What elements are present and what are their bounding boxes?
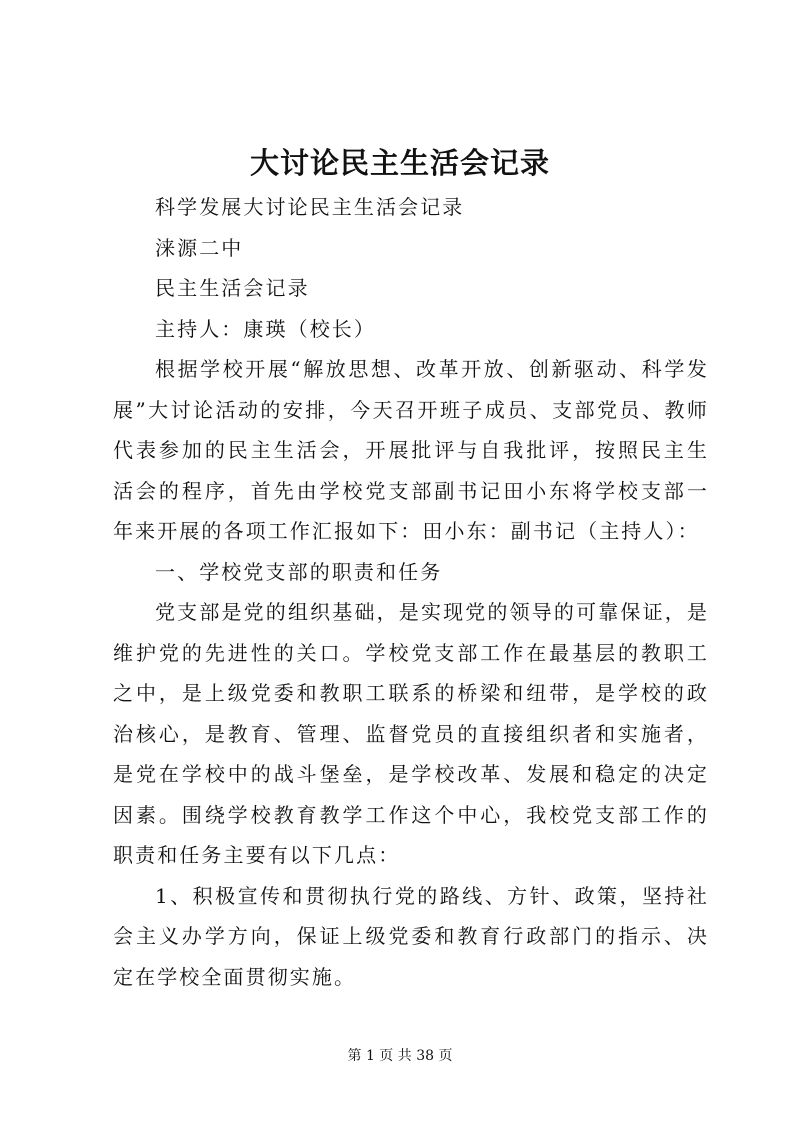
- paragraph-host: 主持人：康瑛（校长）: [155, 316, 376, 341]
- paragraph-duties: 党支部是党的组织基础，是实现党的领导的可靠保证，是维护党的先进性的关口。学校党支部工作在最基层的教职工之中，是上级党委和教职工联系的桥梁和纽带，是学校的政治核心，是教育、管理、监督党员的直接组织者和实施者，是党在学校中的战斗堡垒，是学校改革、发展和稳定的决定因素。围绕学校教育教学工作这个中心，我校党支部工作的职责和任务主要有以下几点：: [113, 600, 709, 867]
- page-footer: 第 1 页 共 38 页: [347, 1048, 453, 1064]
- paragraph-intro: 根据学校开展“解放思想、改革开放、创新驱动、科学发展”大讨论活动的安排，今天召开班子成员、支部党员、教师代表参加的民主生活会，开展批评与自我批评，按照民主生活会的程序，首先由学校党支部副书记田小东将学校支部一年来开展的各项工作汇报如下：田小东：副书记（主持人）：: [113, 357, 709, 543]
- document-body: [113, 187, 709, 997]
- document-title: 大讨论民主生活会记录: [249, 146, 550, 180]
- paragraph-subtitle: 科学发展大讨论民主生活会记录: [155, 195, 465, 219]
- paragraph-record-heading: 民主生活会记录: [155, 276, 310, 300]
- section-heading-1: 一、学校党支部的职责和任务: [155, 559, 443, 584]
- paragraph-school: 涞源二中: [155, 235, 244, 260]
- paragraph-item-1: 1、积极宣传和贯彻执行党的路线、方针、政策，坚持社会主义办学方向，保证上级党委和教育行政部门的指示、决定在学校全面贯彻实施。: [113, 883, 709, 989]
